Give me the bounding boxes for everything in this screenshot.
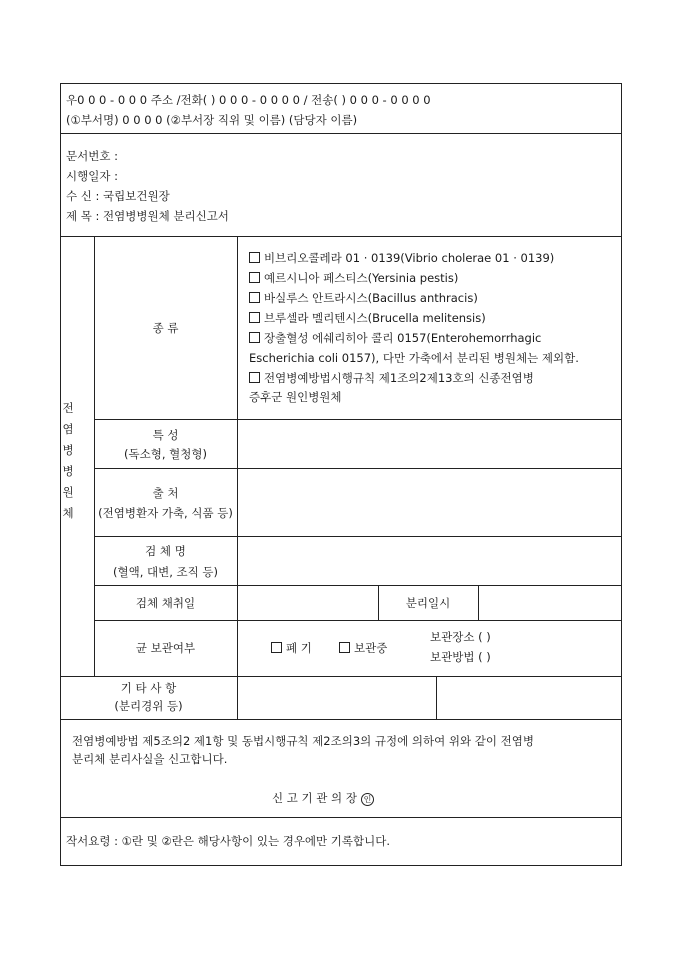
storage-status-label: 균 보관여부 [135,641,196,655]
specimen-field[interactable] [238,537,621,584]
type-label: 종 류 [152,321,179,335]
checkbox[interactable] [249,312,260,323]
type-option-1[interactable]: 비브리오콜레라 01 · 0139(Vibrio cholerae 01 · 0139) [249,251,554,266]
sender-department-line: (①부서명) 0 0 0 0 (②부서장 직위 및 이름) (담당자 이름) [66,113,358,127]
characteristics-field[interactable] [238,420,621,467]
type-option-3[interactable]: 바실루스 안트라시스(Bacillus anthracis) [249,291,478,306]
type-option-6[interactable]: 전염병예방법시행규칙 제1조의2제13호의 신종전염병 [249,371,534,386]
checkbox[interactable] [249,252,260,263]
isolation-date-field[interactable] [479,586,621,619]
source-field[interactable] [238,469,621,535]
subject-line: 제 목 : 전염병병원체 분리신고서 [66,209,229,223]
collection-date-field[interactable] [238,586,377,619]
recipient-line: 수 신 : 국립보건원장 [66,189,170,203]
source-sub: (전염병환자 가축, 식품 등) [98,506,233,520]
type-option-5-continued: Escherichia coli 0157), 다만 가축에서 분리된 병원체는 제외함. [249,351,579,365]
rule-declaration-bottom [60,817,622,818]
rule-collect-bottom [94,620,622,621]
characteristics-sub: (독소형, 혈청형) [124,447,207,461]
type-option-6-continued: 증후군 원인병원체 [249,390,342,404]
type-option-4[interactable]: 브루셀라 멜리텐시스(Brucella melitensis) [249,311,486,326]
declaration-line-2: 분리체 분리사실을 신고합니다. [72,752,228,766]
declaration-line-1: 전염병예방법 제5조의2 제1항 및 동법시행규칙 제2조의3의 규정에 의하여 위와 같이 전염병 [72,734,534,748]
signer-line: 신 고 기 관 의 장 인 [272,791,374,806]
checkbox[interactable] [271,642,282,653]
storage-place-field[interactable]: 보관장소 ( ) [430,630,491,644]
type-option-2[interactable]: 예르시니아 페스티스(Yersinia pestis) [249,271,458,286]
rule-header-bottom [60,133,622,134]
other-notes-sub: (분리경위 등) [114,699,183,713]
other-notes-label: 기 타 사 항 [120,681,177,695]
rule-etc-bottom [60,719,622,720]
other-notes-field[interactable] [238,677,435,718]
discard-option[interactable]: 폐 기 [271,641,312,656]
keeping-option[interactable]: 보관중 [339,641,387,656]
type-option-5[interactable]: 장출혈성 에쉐리히아 콜리 0157(Enterohemorrhagic [249,331,541,346]
collection-date-label: 검체 채취일 [135,596,196,610]
other-notes-extra-field[interactable] [437,677,621,718]
checkbox[interactable] [249,332,260,343]
checkbox[interactable] [249,272,260,283]
isolation-date-label: 분리일시 [405,596,451,610]
seal-icon: 인 [361,793,374,806]
pathogen-side-label: 전 염 병 병 원 체 [62,401,74,520]
document-number-label: 문서번호 : [66,149,118,163]
storage-method-field[interactable]: 보관방법 ( ) [430,650,491,664]
rule-docinfo-bottom [60,236,622,237]
issue-date-label: 시행일자 : [66,169,118,183]
specimen-sub: (혈액, 대변, 조직 등) [112,565,218,579]
characteristics-label: 특 성 [152,428,179,442]
source-label: 출 처 [152,486,179,500]
checkbox[interactable] [249,372,260,383]
checkbox[interactable] [249,292,260,303]
sender-address-line: 우0 0 0 - 0 0 0 주소 /전화( ) 0 0 0 - 0 0 0 0 / 전송( ) 0 0 0 - 0 0 0 0 [66,93,431,107]
writing-instructions: 작서요령 : ①란 및 ②란은 해당사항이 있는 경우에만 기록합니다. [66,834,391,848]
checkbox[interactable] [339,642,350,653]
specimen-label: 검 체 명 [145,544,186,558]
